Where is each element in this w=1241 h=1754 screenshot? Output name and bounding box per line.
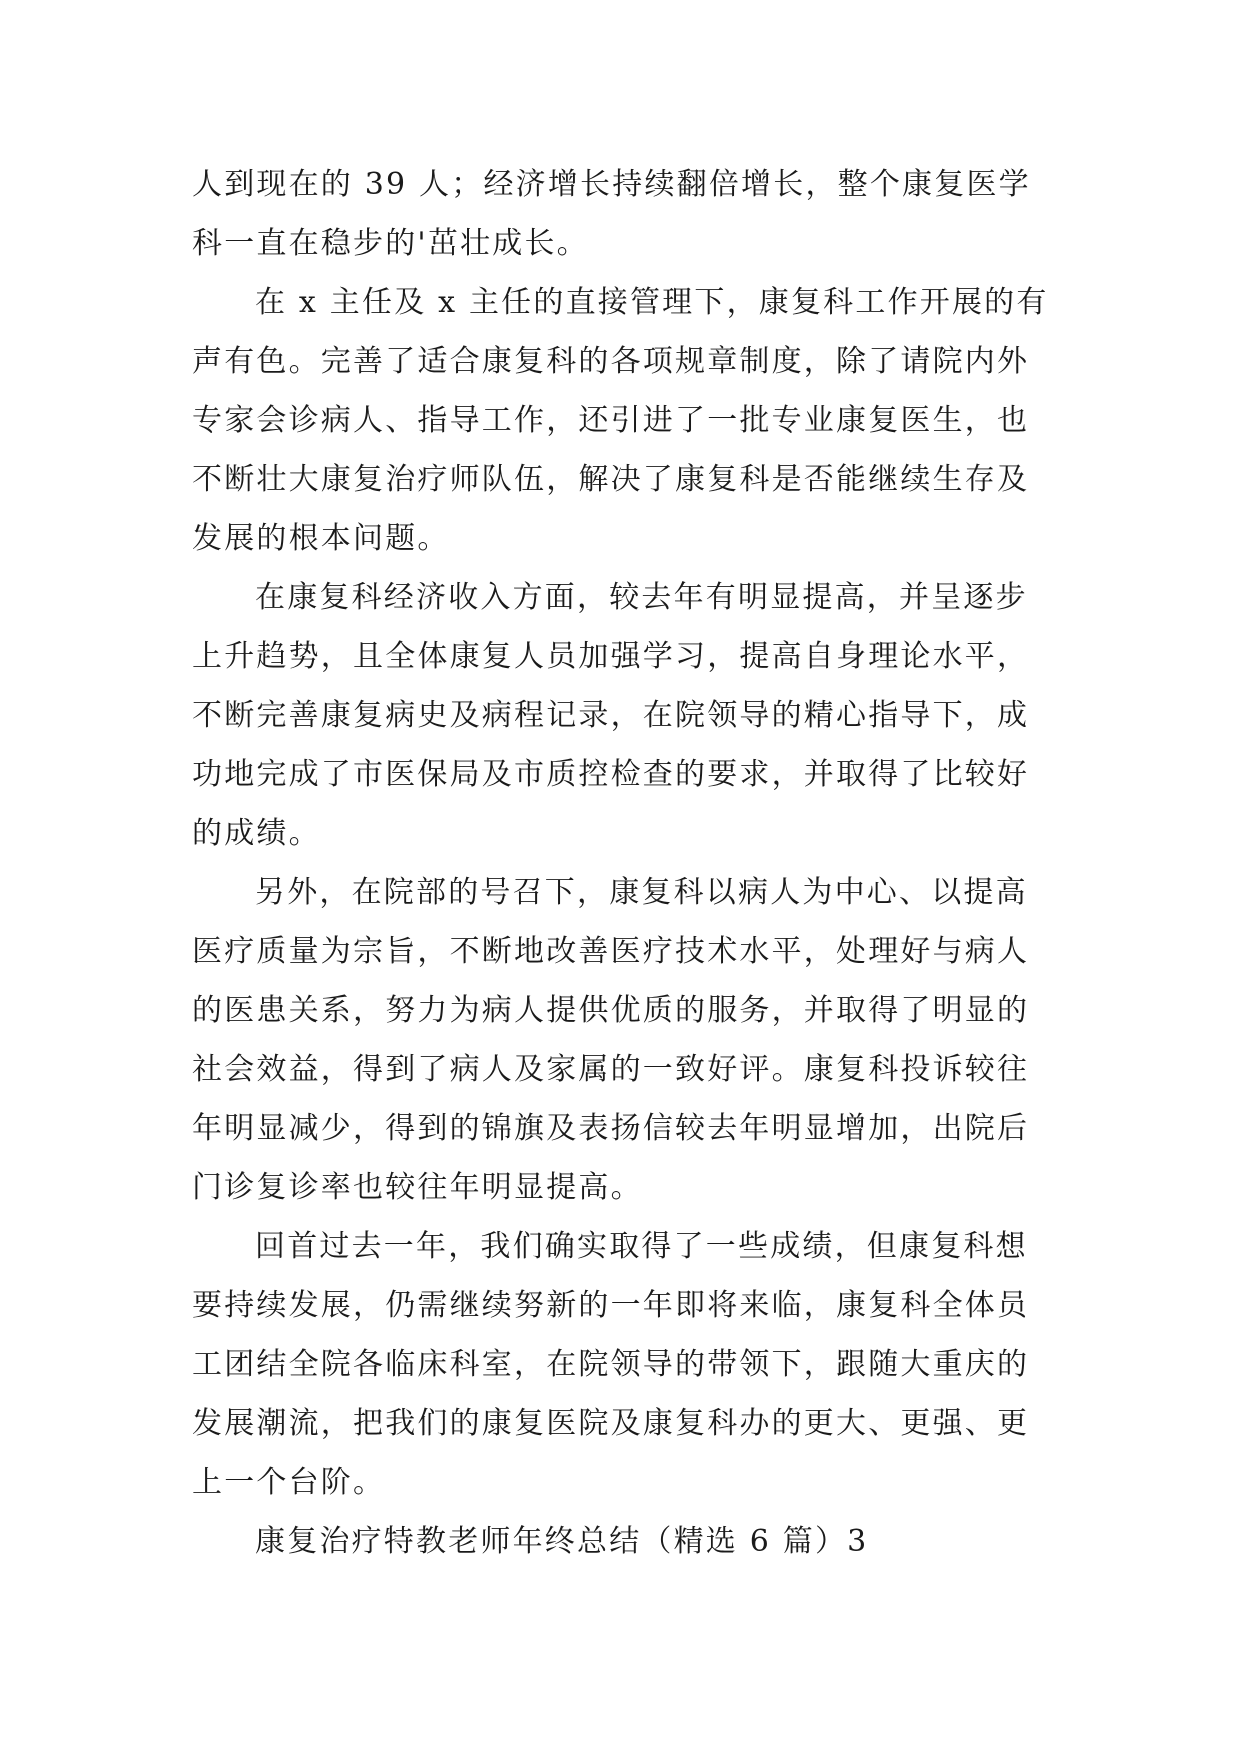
text-line: 上升趋势，且全体康复人员加强学习，提高自身理论水平， xyxy=(192,639,1030,674)
text-line: 在 x 主任及 x 主任的直接管理下，康复科工作开展的有 xyxy=(255,285,1049,320)
heading-line: 康复治疗特教老师年终总结（精选 6 篇）3 xyxy=(255,1524,869,1559)
text-line: 上一个台阶。 xyxy=(192,1465,386,1500)
document-page xyxy=(192,155,1052,1571)
text-line: 社会效益，得到了病人及家属的一致好评。康复科投诉较往 xyxy=(192,1052,1030,1087)
text-line: 不断壮大康复治疗师队伍，解决了康复科是否能继续生存及 xyxy=(192,462,1030,497)
text-line: 的医患关系，努力为病人提供优质的服务，并取得了明显的 xyxy=(192,993,1030,1028)
text-line: 专家会诊病人、指导工作，还引进了一批专业康复医生，也 xyxy=(192,403,1030,438)
text-line: 医疗质量为宗旨，不断地改善医疗技术水平，处理好与病人 xyxy=(192,934,1030,969)
text-line: 发展潮流，把我们的康复医院及康复科办的更大、更强、更 xyxy=(192,1406,1030,1441)
paragraph-4 xyxy=(192,863,1052,1217)
text-line: 工团结全院各临床科室，在院领导的带领下，跟随大重庆的 xyxy=(192,1347,1030,1382)
text-line: 门诊复诊率也较往年明显提高。 xyxy=(192,1170,643,1205)
text-line: 功地完成了市医保局及市质控检查的要求，并取得了比较好 xyxy=(192,757,1030,792)
paragraph-5 xyxy=(192,1217,1052,1512)
text-line: 年明显减少，得到的锦旗及表扬信较去年明显增加，出院后 xyxy=(192,1111,1030,1146)
text-line: 要持续发展，仍需继续努新的一年即将来临，康复科全体员 xyxy=(192,1288,1030,1323)
text-line: 发展的根本问题。 xyxy=(192,521,450,556)
text-line: 声有色。完善了适合康复科的各项规章制度，除了请院内外 xyxy=(192,344,1030,379)
paragraph-2 xyxy=(192,273,1052,568)
text-line: 在康复科经济收入方面，较去年有明显提高，并呈逐步 xyxy=(255,580,1028,615)
text-line: 不断完善康复病史及病程记录，在院领导的精心指导下，成 xyxy=(192,698,1030,733)
section-heading xyxy=(192,1512,1052,1571)
text-line: 另外，在院部的号召下，康复科以病人为中心、以提高 xyxy=(255,875,1028,910)
paragraph-1 xyxy=(192,155,1052,273)
text-line: 人到现在的 39 人；经济增长持续翻倍增长，整个康复医学 xyxy=(192,167,1031,202)
text-line: 的成绩。 xyxy=(192,816,321,851)
text-line: 回首过去一年，我们确实取得了一些成绩，但康复科想 xyxy=(255,1229,1028,1264)
paragraph-3 xyxy=(192,568,1052,863)
text-line: 科一直在稳步的'茁壮成长。 xyxy=(192,226,589,261)
